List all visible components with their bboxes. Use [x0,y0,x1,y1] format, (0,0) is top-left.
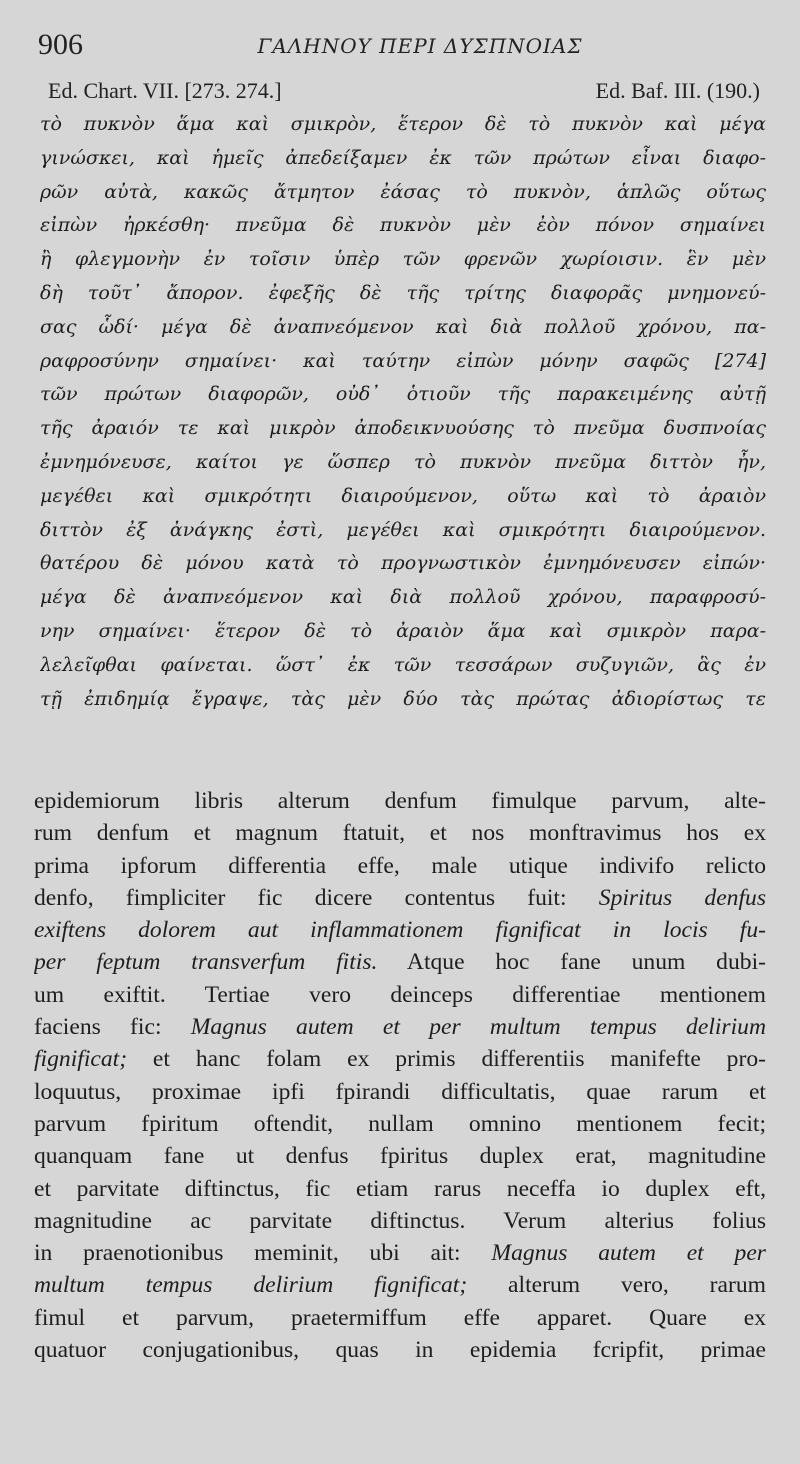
latin-text-line [34,1108,766,1140]
latin-text-segment: magnitudine ac parvitate diftinctus. Verum alterius folius [34,1207,766,1234]
latin-text-line [34,817,766,849]
greek-text-line: ἐμνημόνευσε, καίτοι γε ὥσπερ τὸ πυκνὸν πνεῦμα διττὸν ἦν, [40,450,766,473]
latin-text-line [34,882,766,914]
running-title: ΓΑΛΗΝΟΥ ΠΕΡΙ ΔΥΣΠΝΟΙΑΣ [257,34,583,58]
latin-italic-quote: Magnus autem et per multum tempus delirium [190,1014,766,1041]
latin-italic-quote: fignificat; [34,1046,128,1073]
latin-text-segment: in praenotionibus meminit, ubi ait: [34,1240,492,1267]
latin-text-segment: faciens fic: [34,1014,191,1041]
latin-italic-quote: exiftens dolorem aut inflammationem fignificat in locis fu- [34,917,766,944]
latin-text-line [34,946,766,978]
latin-text-line [34,1237,766,1269]
latin-translation-block [34,785,766,1366]
latin-text-segment: denfo, fimpliciter fic dicere contentus fuit: [34,884,599,911]
latin-text-segment: alterum vero, rarum [467,1272,766,1299]
greek-text-line: μεγέθει καὶ σμικρότητι διαιρούμενον, οὕτω καὶ τὸ ἀραιὸν [40,484,766,507]
latin-text-line [34,1140,766,1172]
latin-text-line [34,1011,766,1043]
latin-text-segment: prima ipforum differentia effe, male utique indivifo relicto [34,852,766,879]
greek-text-line: εἰπὼν ἠρκέσθη· πνεῦμα δὲ πυκνὸν μὲν ἐὸν πόνον σημαίνει [40,214,766,237]
latin-text-segment: fimul et parvum, praetermiffum effe apparet. Quare ex [34,1304,766,1331]
latin-italic-quote: Magnus autem et per [491,1240,766,1267]
latin-text-segment: et parvitate diftinctus, fic etiam rarus neceffa io duplex eft, [34,1175,766,1202]
greek-text-line: γινώσκει, καὶ ἡμεῖς ἀπεδείξαμεν ἐκ τῶν πρώτων εἶναι διαφο- [40,146,766,169]
latin-text-line [34,979,766,1011]
latin-text-segment: quanquam fane ut denfus fpiritus duplex erat, magnitudine [34,1143,766,1170]
greek-text-block [40,108,766,716]
latin-text-line [34,914,766,946]
latin-text-segment: Atque hoc fane unum dubi- [377,949,766,976]
page-header [0,24,800,70]
page-number: 906 [38,28,83,61]
greek-text-line: σας ὧδί· μέγα δὲ ἀναπνεόμενον καὶ διὰ πολλοῦ χρόνου, πα- [40,315,766,338]
latin-text-segment: um exiftit. Tertiae vero deinceps differentiae mentionem [34,981,766,1008]
greek-text-line: τῶν πρώτων διαφορῶν, οὐδ᾽ ὁτιοῦν τῆς παρακειμένης αὐτῇ [40,383,766,406]
edition-basel-reference: Ed. Baf. III. (190.) [595,78,760,103]
greek-text-line: μέγα δὲ ἀναπνεόμενον καὶ διὰ πολλοῦ χρόνου, παραφροσύ- [40,586,766,609]
latin-text-line [34,1173,766,1205]
latin-text-line [34,785,766,817]
greek-text-line: θατέρου δὲ μόνου κατὰ τὸ προγνωστικὸν ἐμνημόνευσεν εἰπών· [40,552,766,575]
latin-text-segment: rum denfum et magnum ftatuit, et nos monftravimus hos ex [34,820,766,847]
latin-text-line [34,850,766,882]
greek-text-line: λελεῖφθαι φαίνεται. ὥστ᾽ ἐκ τῶν τεσσάρων συζυγιῶν, ἃς ἐν [40,653,766,676]
latin-text-line [34,1334,766,1366]
greek-text-line: τὸ πυκνὸν ἅμα καὶ σμικρὸν, ἕτερον δὲ τὸ πυκνὸν καὶ μέγα [40,113,766,135]
latin-text-line [34,1043,766,1075]
edition-reference-line [40,78,760,108]
latin-text-segment: epidemiorum libris alterum denfum fimulque parvum, alte- [34,788,766,814]
latin-text-line [34,1269,766,1301]
latin-text-line [34,1302,766,1334]
greek-text-line: νην σημαίνει· ἕτερον δὲ τὸ ἀραιὸν ἅμα καὶ σμικρὸν παρα- [40,619,766,642]
greek-text-line: ρῶν αὐτὰ, κακῶς ἄτμητον ἐάσας τὸ πυκνὸν, ἁπλῶς οὕτως [40,180,766,203]
edition-chartier-reference: Ed. Chart. VII. [273. 274.] [48,78,282,103]
latin-text-line [34,1205,766,1237]
greek-text-line: ἢ φλεγμονὴν ἐν τοῖσιν ὑπὲρ τῶν φρενῶν χωρίοισιν. ἓν μὲν [40,248,766,271]
greek-text-line: τῆς ἀραιόν τε καὶ μικρὸν ἀποδεικνυούσης τὸ πνεῦμα δυσπνοίας [40,417,766,440]
latin-text-segment: loquutus, proximae ipfi fpirandi difficultatis, quae rarum et [34,1078,766,1105]
greek-text-line: τῇ ἐπιδημίᾳ ἔγραψε, τὰς μὲν δύο τὰς πρώτας ἀδιορίστως τε [40,687,766,710]
latin-italic-quote: per feptum transverfum fitis. [34,949,378,976]
greek-text-line: ραφροσύνην σημαίνει· καὶ ταύτην εἰπὼν μόνην σαφῶς [274] [40,349,766,372]
latin-text-segment: parvum fpiritum oftendit, nullam omnino mentionem fecit; [34,1110,766,1137]
latin-italic-quote: multum tempus delirium fignificat; [34,1272,468,1299]
latin-text-segment: quatuor conjugationibus, quas in epidemia fcripfit, primae [34,1337,766,1364]
latin-italic-quote: Spiritus denfus [598,884,766,911]
latin-text-line [34,1076,766,1108]
latin-text-segment: et hanc folam ex primis differentiis manifefte pro- [127,1046,766,1073]
greek-text-line: διττὸν ἐξ ἀνάγκης ἐστὶ, μεγέθει καὶ σμικρότητι διαιρούμενον. [40,518,766,541]
greek-text-line: δὴ τοῦτ᾽ ἄπορον. ἐφεξῆς δὲ τῆς τρίτης διαφορᾶς μνημονεύ- [40,281,766,304]
